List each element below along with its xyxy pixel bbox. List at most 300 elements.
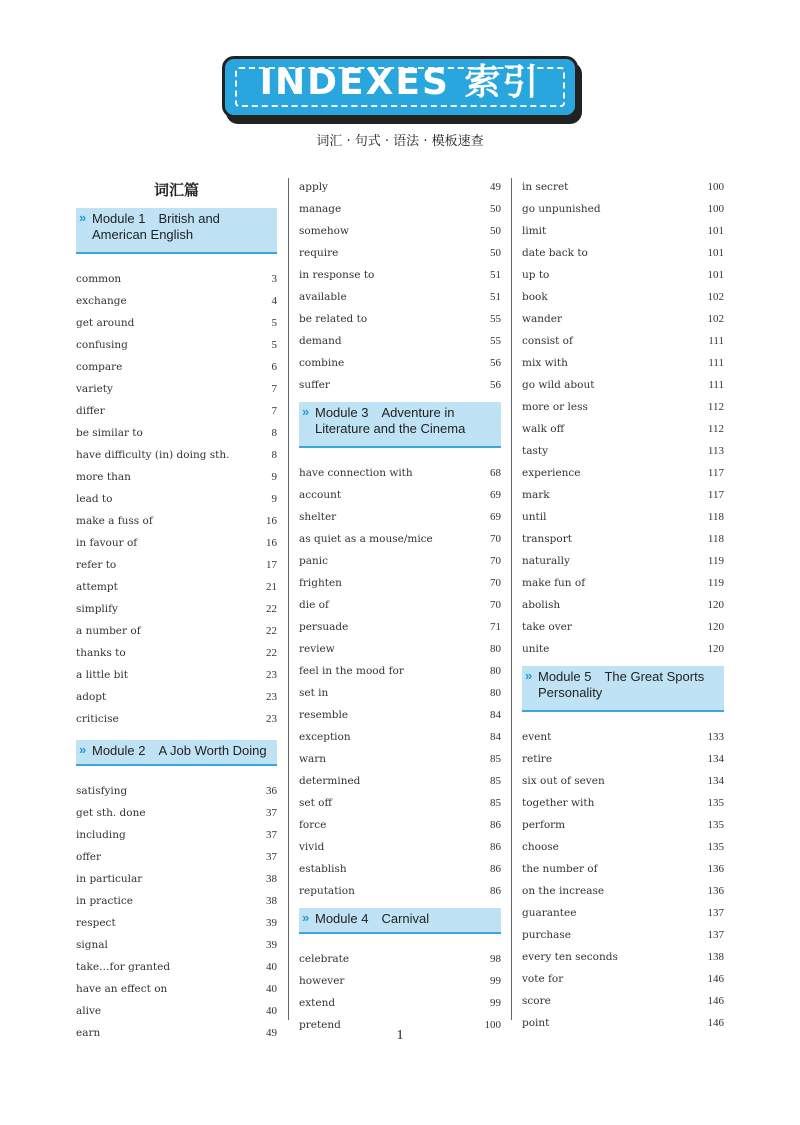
entry-page-number: 40 [266, 983, 277, 995]
entry-term: exception [299, 731, 351, 743]
entry-term: point [522, 1017, 550, 1029]
entry-term: available [299, 291, 347, 303]
module-heading [522, 666, 724, 712]
entry-page-number: 111 [708, 335, 724, 347]
entry-term: resemble [299, 709, 349, 721]
entry-term: alive [76, 1005, 102, 1017]
entry-page-number: 37 [266, 829, 277, 841]
index-entry [76, 290, 277, 312]
entry-term: including [76, 829, 126, 841]
entry-term: together with [522, 797, 595, 809]
entry-term: consist of [522, 335, 573, 347]
entry-term: review [299, 643, 335, 655]
entry-term: signal [76, 939, 108, 951]
entry-page-number: 9 [271, 471, 277, 483]
double-chevron-icon: » [302, 404, 310, 419]
entry-term: warn [299, 753, 327, 765]
entry-page-number: 111 [708, 379, 724, 391]
entry-list [76, 780, 277, 1044]
entry-term: take…for granted [76, 961, 171, 973]
index-column-3 [522, 176, 724, 1034]
entry-term: reputation [299, 885, 355, 897]
entry-page-number: 8 [271, 449, 277, 461]
entry-page-number: 39 [266, 939, 277, 951]
index-entry [522, 726, 724, 748]
double-chevron-icon: » [525, 668, 533, 683]
index-column-1 [76, 176, 277, 1044]
entry-term: refer to [76, 559, 117, 571]
entry-term: feel in the mood for [299, 665, 404, 677]
entry-list [299, 462, 501, 902]
index-entry [299, 484, 501, 506]
double-chevron-icon: » [302, 910, 310, 925]
entry-term: walk off [522, 423, 565, 435]
index-entry [76, 642, 277, 664]
index-entry [522, 264, 724, 286]
entry-list [76, 268, 277, 730]
title-banner [222, 56, 578, 118]
entry-term: variety [76, 383, 113, 395]
entry-page-number: 22 [266, 647, 277, 659]
entry-term: require [299, 247, 339, 259]
entry-page-number: 50 [490, 203, 501, 215]
module-label: Module 2 A Job Worth Doing [92, 743, 267, 758]
double-chevron-icon: » [79, 210, 87, 225]
entry-page-number: 70 [490, 599, 501, 611]
index-entry [299, 992, 501, 1014]
index-entry [299, 660, 501, 682]
entry-list [299, 948, 501, 1036]
entry-term: attempt [76, 581, 118, 593]
index-entry [299, 836, 501, 858]
entry-page-number: 69 [490, 511, 501, 523]
entry-page-number: 80 [490, 665, 501, 677]
index-entry [299, 308, 501, 330]
index-entry [299, 198, 501, 220]
entry-term: book [522, 291, 548, 303]
entry-page-number: 16 [266, 515, 277, 527]
entry-term: naturally [522, 555, 570, 567]
entry-term: thanks to [76, 647, 126, 659]
entry-term: account [299, 489, 342, 501]
index-entry [299, 330, 501, 352]
entry-page-number: 40 [266, 961, 277, 973]
entry-term: mark [522, 489, 550, 501]
index-entry [299, 528, 501, 550]
entry-term: respect [76, 917, 116, 929]
entry-term: die of [299, 599, 329, 611]
index-entry [76, 488, 277, 510]
index-entry [522, 748, 724, 770]
entry-page-number: 134 [707, 753, 724, 765]
index-entry [76, 780, 277, 802]
module-heading [76, 208, 277, 254]
entry-page-number: 119 [707, 577, 724, 589]
index-entry [522, 220, 724, 242]
entry-term: wander [522, 313, 562, 325]
index-entry [299, 880, 501, 902]
entry-term: abolish [522, 599, 561, 611]
index-entry [76, 846, 277, 868]
index-column-2 [299, 176, 501, 1036]
index-entry [299, 726, 501, 748]
index-entry [522, 198, 724, 220]
entry-term: adopt [76, 691, 107, 703]
entry-page-number: 85 [490, 753, 501, 765]
entry-page-number: 146 [707, 995, 724, 1007]
entry-page-number: 69 [490, 489, 501, 501]
index-entry [522, 462, 724, 484]
entry-page-number: 38 [266, 873, 277, 885]
section-title: 词汇篇 [153, 181, 199, 199]
entry-term: score [522, 995, 551, 1007]
index-entry [299, 638, 501, 660]
entry-page-number: 8 [271, 427, 277, 439]
entry-term: transport [522, 533, 572, 545]
entry-page-number: 112 [707, 401, 724, 413]
entry-term: force [299, 819, 327, 831]
index-entry [76, 802, 277, 824]
entry-term: offer [76, 851, 102, 863]
entry-term: somehow [299, 225, 349, 237]
module-heading [76, 740, 277, 766]
entry-term: in particular [76, 873, 143, 885]
entry-term: celebrate [299, 953, 350, 965]
entry-page-number: 85 [490, 775, 501, 787]
index-entry [76, 422, 277, 444]
entry-term: mix with [522, 357, 568, 369]
entry-page-number: 37 [266, 851, 277, 863]
index-entry [522, 286, 724, 308]
index-entry [76, 378, 277, 400]
module-heading [299, 402, 501, 448]
entry-term: more or less [522, 401, 588, 413]
index-entry [76, 956, 277, 978]
entry-page-number: 102 [707, 291, 724, 303]
entry-page-number: 136 [707, 885, 724, 897]
entry-page-number: 84 [490, 731, 501, 743]
entry-page-number: 39 [266, 917, 277, 929]
index-entry [522, 594, 724, 616]
entry-term: get around [76, 317, 135, 329]
entry-term: guarantee [522, 907, 577, 919]
index-entry [522, 792, 724, 814]
entry-term: go wild about [522, 379, 595, 391]
entry-term: experience [522, 467, 581, 479]
index-entry [522, 638, 724, 660]
entry-page-number: 113 [707, 445, 724, 457]
entry-page-number: 7 [271, 383, 277, 395]
index-entry [522, 836, 724, 858]
entry-page-number: 70 [490, 533, 501, 545]
index-entry [299, 506, 501, 528]
entry-term: frighten [299, 577, 342, 589]
entry-page-number: 117 [707, 489, 724, 501]
index-entry [299, 550, 501, 572]
index-entry [522, 242, 724, 264]
index-entry [522, 440, 724, 462]
index-entry [299, 374, 501, 396]
entry-page-number: 86 [490, 819, 501, 831]
entry-term: persuade [299, 621, 349, 633]
entry-page-number: 51 [490, 269, 501, 281]
entry-page-number: 100 [707, 181, 724, 193]
entry-page-number: 146 [707, 1017, 724, 1029]
entry-list [522, 726, 724, 1034]
entry-term: in favour of [76, 537, 138, 549]
index-entry [76, 912, 277, 934]
entry-term: combine [299, 357, 345, 369]
index-entry [522, 418, 724, 440]
index-entry [522, 506, 724, 528]
index-entry [299, 462, 501, 484]
entry-term: go unpunished [522, 203, 601, 215]
entry-term: be related to [299, 313, 368, 325]
entry-term: unite [522, 643, 550, 655]
index-entry [76, 444, 277, 466]
index-entry [522, 528, 724, 550]
index-entry [76, 268, 277, 290]
entry-term: a little bit [76, 669, 128, 681]
entry-page-number: 120 [707, 643, 724, 655]
entry-page-number: 111 [708, 357, 724, 369]
module-label: Module 4 Carnival [315, 911, 430, 926]
index-entry [299, 286, 501, 308]
entry-term: pretend [299, 1019, 341, 1031]
entry-term: more than [76, 471, 131, 483]
entry-page-number: 86 [490, 863, 501, 875]
entry-page-number: 56 [490, 379, 501, 391]
entry-page-number: 118 [707, 511, 724, 523]
index-entry [299, 176, 501, 198]
index-entry [76, 664, 277, 686]
entry-page-number: 100 [707, 203, 724, 215]
entry-page-number: 102 [707, 313, 724, 325]
entry-term: panic [299, 555, 328, 567]
entry-term: a number of [76, 625, 141, 637]
index-entry [299, 948, 501, 970]
index-entry [522, 308, 724, 330]
index-entry [522, 484, 724, 506]
index-entry [299, 572, 501, 594]
index-entry [299, 792, 501, 814]
index-entry [76, 510, 277, 532]
entry-term: set in [299, 687, 329, 699]
index-entry [522, 990, 724, 1012]
index-entry [522, 814, 724, 836]
index-entry [299, 682, 501, 704]
entry-page-number: 134 [707, 775, 724, 787]
entry-page-number: 4 [271, 295, 277, 307]
entry-term: perform [522, 819, 566, 831]
entry-page-number: 9 [271, 493, 277, 505]
entry-page-number: 68 [490, 467, 501, 479]
entry-page-number: 38 [266, 895, 277, 907]
index-entry [76, 576, 277, 598]
entry-term: shelter [299, 511, 337, 523]
entry-term: extend [299, 997, 336, 1009]
index-entry [522, 946, 724, 968]
index-entry [76, 334, 277, 356]
index-entry [522, 176, 724, 198]
index-entry [76, 554, 277, 576]
entry-page-number: 133 [707, 731, 724, 743]
entry-page-number: 137 [707, 907, 724, 919]
index-entry [522, 572, 724, 594]
entry-term: be similar to [76, 427, 143, 439]
entry-term: six out of seven [522, 775, 605, 787]
entry-term: establish [299, 863, 347, 875]
entry-page-number: 5 [271, 317, 277, 329]
entry-page-number: 101 [707, 225, 724, 237]
entry-term: the number of [522, 863, 598, 875]
entry-page-number: 112 [707, 423, 724, 435]
entry-term: in response to [299, 269, 375, 281]
entry-term: exchange [76, 295, 127, 307]
entry-term: vivid [299, 841, 325, 853]
index-entry [522, 374, 724, 396]
index-entry [522, 924, 724, 946]
entry-term: earn [76, 1027, 101, 1039]
index-entry [522, 396, 724, 418]
entry-term: suffer [299, 379, 330, 391]
index-entry [522, 902, 724, 924]
entry-term: vote for [522, 973, 564, 985]
entry-term: date back to [522, 247, 588, 259]
entry-page-number: 101 [707, 269, 724, 281]
entry-term: in practice [76, 895, 134, 907]
entry-term: lead to [76, 493, 113, 505]
index-entry [522, 352, 724, 374]
entry-page-number: 23 [266, 713, 277, 725]
entry-page-number: 99 [490, 975, 501, 987]
entry-page-number: 80 [490, 687, 501, 699]
entry-page-number: 138 [707, 951, 724, 963]
entry-page-number: 37 [266, 807, 277, 819]
entry-term: retire [522, 753, 553, 765]
entry-page-number: 50 [490, 225, 501, 237]
index-entry [76, 312, 277, 334]
entry-page-number: 22 [266, 603, 277, 615]
entry-page-number: 3 [271, 273, 277, 285]
index-entry [76, 532, 277, 554]
entry-page-number: 101 [707, 247, 724, 259]
index-entry [299, 352, 501, 374]
index-entry [76, 620, 277, 642]
index-entry [76, 686, 277, 708]
entry-page-number: 135 [707, 841, 724, 853]
entry-page-number: 100 [484, 1019, 501, 1031]
entry-term: get sth. done [76, 807, 146, 819]
module-label: Module 1 British and American English [92, 211, 220, 242]
index-entry [76, 400, 277, 422]
entry-page-number: 36 [266, 785, 277, 797]
index-entry [299, 616, 501, 638]
entry-term: choose [522, 841, 559, 853]
module-heading [299, 908, 501, 934]
entry-term: differ [76, 405, 105, 417]
entry-term: as quiet as a mouse/mice [299, 533, 433, 545]
entry-page-number: 23 [266, 691, 277, 703]
entry-page-number: 22 [266, 625, 277, 637]
entry-term: have connection with [299, 467, 413, 479]
entry-page-number: 55 [490, 335, 501, 347]
index-entry [522, 968, 724, 990]
page-subtitle: 词汇 · 句式 · 语法 · 模板速查 [316, 134, 484, 149]
entry-page-number: 117 [707, 467, 724, 479]
entry-page-number: 40 [266, 1005, 277, 1017]
entry-page-number: 17 [266, 559, 277, 571]
entry-page-number: 137 [707, 929, 724, 941]
entry-term: satisfying [76, 785, 128, 797]
index-entry [522, 770, 724, 792]
entry-page-number: 86 [490, 841, 501, 853]
entry-term: make a fuss of [76, 515, 153, 527]
entry-page-number: 99 [490, 997, 501, 1009]
index-entry [299, 858, 501, 880]
entry-term: on the increase [522, 885, 605, 897]
entry-list [522, 176, 724, 660]
column-divider [511, 178, 512, 1020]
entry-page-number: 135 [707, 819, 724, 831]
entry-term: common [76, 273, 122, 285]
entry-term: criticise [76, 713, 119, 725]
entry-page-number: 49 [266, 1027, 277, 1039]
entry-term: however [299, 975, 345, 987]
entry-page-number: 71 [490, 621, 501, 633]
entry-page-number: 118 [707, 533, 724, 545]
entry-page-number: 49 [490, 181, 501, 193]
entry-term: up to [522, 269, 550, 281]
entry-page-number: 6 [271, 361, 277, 373]
page-number: 1 [396, 1028, 404, 1043]
entry-term: tasty [522, 445, 549, 457]
entry-term: make fun of [522, 577, 586, 589]
entry-page-number: 55 [490, 313, 501, 325]
index-entry [299, 264, 501, 286]
entry-page-number: 23 [266, 669, 277, 681]
entry-page-number: 120 [707, 599, 724, 611]
entry-term: apply [299, 181, 328, 193]
entry-page-number: 5 [271, 339, 277, 351]
entry-term: take over [522, 621, 572, 633]
index-entry [76, 978, 277, 1000]
entry-term: compare [76, 361, 123, 373]
index-entry [522, 616, 724, 638]
entry-term: limit [522, 225, 547, 237]
page-title: INDEXES 索引 [259, 62, 541, 103]
index-entry [299, 748, 501, 770]
entry-page-number: 51 [490, 291, 501, 303]
entry-list [299, 176, 501, 396]
entry-page-number: 16 [266, 537, 277, 549]
index-entry [299, 704, 501, 726]
index-entry [299, 594, 501, 616]
index-entry [76, 868, 277, 890]
entry-page-number: 85 [490, 797, 501, 809]
double-chevron-icon: » [79, 742, 87, 757]
entry-term: purchase [522, 929, 572, 941]
entry-term: event [522, 731, 552, 743]
entry-page-number: 84 [490, 709, 501, 721]
entry-page-number: 119 [707, 555, 724, 567]
entry-term: until [522, 511, 547, 523]
index-entry [299, 970, 501, 992]
banner-box [222, 56, 578, 118]
entry-page-number: 98 [490, 953, 501, 965]
entry-page-number: 146 [707, 973, 724, 985]
entry-term: simplify [76, 603, 118, 615]
